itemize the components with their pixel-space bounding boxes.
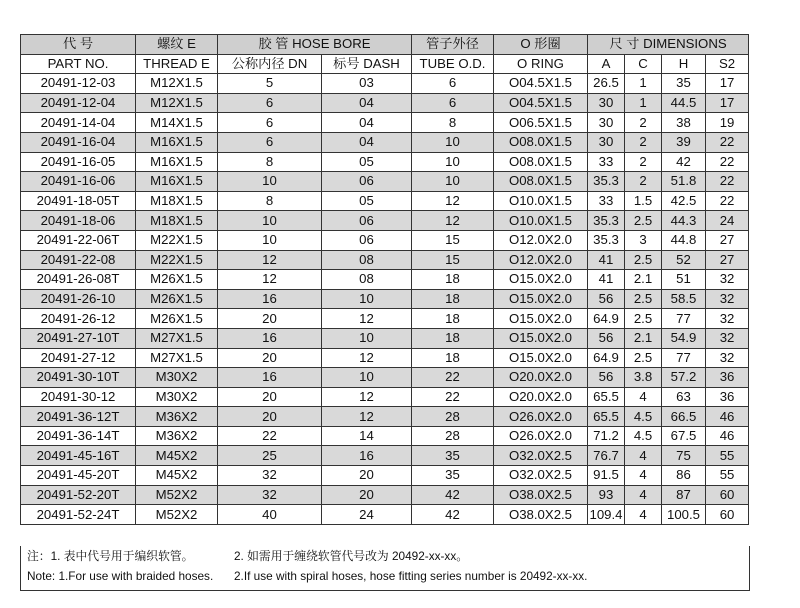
cell-tube-od: 12: [412, 191, 494, 211]
cell-dim-c: 2.1: [625, 328, 662, 348]
header-dim-c: C: [625, 54, 662, 74]
cell-thread: M12X1.5: [136, 74, 218, 94]
cell-dim-s2: 27: [706, 250, 749, 270]
cell-thread: M22X1.5: [136, 230, 218, 250]
cell-dim-h: 44.5: [662, 93, 706, 113]
cell-o-ring: O26.0X2.0: [494, 407, 588, 427]
cell-o-ring: O08.0X1.5: [494, 172, 588, 192]
cell-part-no: 20491-12-04: [21, 93, 136, 113]
cell-part-no: 20491-26-12: [21, 309, 136, 329]
cell-o-ring: O08.0X1.5: [494, 152, 588, 172]
cell-tube-od: 18: [412, 309, 494, 329]
cell-tube-od: 22: [412, 387, 494, 407]
cell-dim-s2: 17: [706, 74, 749, 94]
cell-dim-s2: 36: [706, 387, 749, 407]
cell-dim-c: 4: [625, 466, 662, 486]
table-row: [21, 230, 749, 250]
cell-dim-s2: 22: [706, 152, 749, 172]
notes-box: [20, 546, 750, 591]
cell-tube-od: 28: [412, 426, 494, 446]
cell-tube-od: 42: [412, 485, 494, 505]
cell-dn: 20: [218, 387, 322, 407]
spec-table-container: [20, 34, 748, 525]
header-hose-bore: 胶 管 HOSE BORE: [218, 35, 412, 55]
cell-part-no: 20491-52-24T: [21, 505, 136, 525]
cell-dim-c: 4: [625, 446, 662, 466]
table-row: [21, 348, 749, 368]
cell-dim-c: 1: [625, 74, 662, 94]
table-row: [21, 250, 749, 270]
cell-thread: M52X2: [136, 505, 218, 525]
cell-dim-a: 93: [588, 485, 625, 505]
cell-tube-od: 28: [412, 407, 494, 427]
note-line-cn: [21, 546, 749, 566]
cell-dim-h: 86: [662, 466, 706, 486]
cell-part-no: 20491-16-05: [21, 152, 136, 172]
cell-thread: M18X1.5: [136, 211, 218, 231]
cell-dash: 04: [322, 93, 412, 113]
header-thread: 螺纹 E: [136, 35, 218, 55]
cell-dim-c: 2.5: [625, 348, 662, 368]
cell-dim-h: 39: [662, 132, 706, 152]
cell-dash: 08: [322, 250, 412, 270]
cell-o-ring: O15.0X2.0: [494, 270, 588, 290]
cell-part-no: 20491-30-10T: [21, 368, 136, 388]
cell-dn: 6: [218, 113, 322, 133]
cell-dim-a: 41: [588, 250, 625, 270]
cell-dim-c: 1.5: [625, 191, 662, 211]
cell-thread: M26X1.5: [136, 309, 218, 329]
cell-dn: 20: [218, 407, 322, 427]
cell-dn: 40: [218, 505, 322, 525]
cell-dn: 6: [218, 132, 322, 152]
cell-dim-a: 30: [588, 113, 625, 133]
cell-dim-s2: 32: [706, 270, 749, 290]
cell-part-no: 20491-26-10: [21, 289, 136, 309]
cell-dim-a: 35.3: [588, 172, 625, 192]
cell-thread: M26X1.5: [136, 289, 218, 309]
cell-part-no: 20491-45-16T: [21, 446, 136, 466]
cell-dim-c: 2.5: [625, 211, 662, 231]
cell-dim-h: 44.3: [662, 211, 706, 231]
header-dash: 标号 DASH: [322, 54, 412, 74]
cell-o-ring: O15.0X2.0: [494, 348, 588, 368]
cell-dash: 16: [322, 446, 412, 466]
cell-dim-a: 76.7: [588, 446, 625, 466]
cell-o-ring: O32.0X2.5: [494, 446, 588, 466]
cell-dim-h: 87: [662, 485, 706, 505]
cell-part-no: 20491-26-08T: [21, 270, 136, 290]
cell-dim-h: 58.5: [662, 289, 706, 309]
cell-dim-a: 41: [588, 270, 625, 290]
table-row: [21, 172, 749, 192]
cell-dn: 5: [218, 74, 322, 94]
cell-dn: 10: [218, 172, 322, 192]
cell-dim-h: 42.5: [662, 191, 706, 211]
cell-thread: M36X2: [136, 426, 218, 446]
cell-o-ring: O04.5X1.5: [494, 93, 588, 113]
cell-dim-a: 30: [588, 93, 625, 113]
cell-dim-a: 30: [588, 132, 625, 152]
cell-dim-s2: 60: [706, 485, 749, 505]
cell-dim-c: 2: [625, 172, 662, 192]
cell-tube-od: 10: [412, 152, 494, 172]
cell-tube-od: 15: [412, 230, 494, 250]
cell-dim-a: 33: [588, 191, 625, 211]
cell-dn: 20: [218, 348, 322, 368]
cell-part-no: 20491-14-04: [21, 113, 136, 133]
cell-dim-h: 51.8: [662, 172, 706, 192]
cell-part-no: 20491-12-03: [21, 74, 136, 94]
header-row-2: [21, 54, 749, 74]
cell-o-ring: O20.0X2.0: [494, 368, 588, 388]
cell-o-ring: O10.0X1.5: [494, 211, 588, 231]
cell-dim-s2: 32: [706, 309, 749, 329]
header-part-no: PART NO.: [21, 54, 136, 74]
cell-o-ring: O26.0X2.0: [494, 426, 588, 446]
cell-dim-s2: 36: [706, 368, 749, 388]
cell-dim-c: 1: [625, 93, 662, 113]
header-part-code: 代 号: [21, 35, 136, 55]
cell-dim-s2: 32: [706, 289, 749, 309]
cell-dim-c: 2.5: [625, 250, 662, 270]
cell-o-ring: O08.0X1.5: [494, 132, 588, 152]
cell-part-no: 20491-18-06: [21, 211, 136, 231]
cell-dn: 16: [218, 368, 322, 388]
cell-dim-s2: 32: [706, 348, 749, 368]
table-row: [21, 466, 749, 486]
cell-dash: 06: [322, 172, 412, 192]
cell-dash: 05: [322, 191, 412, 211]
cell-dim-h: 51: [662, 270, 706, 290]
cell-dim-h: 75: [662, 446, 706, 466]
cell-part-no: 20491-36-14T: [21, 426, 136, 446]
cell-thread: M27X1.5: [136, 328, 218, 348]
cell-o-ring: O32.0X2.5: [494, 466, 588, 486]
cell-tube-od: 18: [412, 348, 494, 368]
cell-dim-h: 66.5: [662, 407, 706, 427]
table-row: [21, 74, 749, 94]
cell-dim-a: 91.5: [588, 466, 625, 486]
cell-part-no: 20491-52-20T: [21, 485, 136, 505]
cell-dim-s2: 46: [706, 426, 749, 446]
note-en-2: 2.If use with spiral hoses, hose fitting series number is 20492-xx-xx.: [234, 569, 588, 583]
cell-dn: 10: [218, 211, 322, 231]
cell-dim-h: 52: [662, 250, 706, 270]
cell-o-ring: O38.0X2.5: [494, 505, 588, 525]
cell-dim-c: 4: [625, 505, 662, 525]
cell-dn: 32: [218, 466, 322, 486]
cell-thread: M36X2: [136, 407, 218, 427]
cell-dim-c: 3: [625, 230, 662, 250]
cell-part-no: 20491-27-10T: [21, 328, 136, 348]
cell-thread: M30X2: [136, 387, 218, 407]
cell-o-ring: O12.0X2.0: [494, 230, 588, 250]
cell-dim-h: 77: [662, 309, 706, 329]
cell-part-no: 20491-22-06T: [21, 230, 136, 250]
cell-dim-s2: 55: [706, 466, 749, 486]
cell-dim-s2: 19: [706, 113, 749, 133]
cell-dim-s2: 32: [706, 328, 749, 348]
cell-dim-h: 57.2: [662, 368, 706, 388]
cell-part-no: 20491-45-20T: [21, 466, 136, 486]
table-row: [21, 289, 749, 309]
cell-o-ring: O06.5X1.5: [494, 113, 588, 133]
header-dn: 公称内径 DN: [218, 54, 322, 74]
header-dim-s2: S2: [706, 54, 749, 74]
cell-dn: 32: [218, 485, 322, 505]
header-dim-a: A: [588, 54, 625, 74]
cell-part-no: 20491-36-12T: [21, 407, 136, 427]
cell-thread: M14X1.5: [136, 113, 218, 133]
cell-dim-c: 3.8: [625, 368, 662, 388]
cell-dim-c: 4: [625, 485, 662, 505]
cell-dim-a: 56: [588, 289, 625, 309]
cell-dim-h: 42: [662, 152, 706, 172]
cell-dim-a: 64.9: [588, 348, 625, 368]
table-row: [21, 270, 749, 290]
header-thread-e: THREAD E: [136, 54, 218, 74]
cell-dim-h: 44.8: [662, 230, 706, 250]
cell-dn: 6: [218, 93, 322, 113]
cell-dn: 20: [218, 309, 322, 329]
cell-dash: 10: [322, 289, 412, 309]
cell-dim-a: 35.3: [588, 230, 625, 250]
cell-dn: 8: [218, 191, 322, 211]
header-dimensions: 尺 寸 DIMENSIONS: [588, 35, 749, 55]
header-tube-od-cn: 管子外径: [412, 35, 494, 55]
table-row: [21, 505, 749, 525]
cell-dim-c: 4.5: [625, 426, 662, 446]
cell-dn: 25: [218, 446, 322, 466]
table-row: [21, 191, 749, 211]
table-row: [21, 426, 749, 446]
cell-dim-a: 65.5: [588, 407, 625, 427]
table-row: [21, 113, 749, 133]
cell-dash: 20: [322, 466, 412, 486]
cell-dn: 12: [218, 250, 322, 270]
header-row-1: [21, 35, 749, 55]
cell-dim-a: 26.5: [588, 74, 625, 94]
cell-part-no: 20491-16-06: [21, 172, 136, 192]
cell-tube-od: 10: [412, 172, 494, 192]
header-tube-od: TUBE O.D.: [412, 54, 494, 74]
cell-dash: 12: [322, 309, 412, 329]
cell-tube-od: 6: [412, 93, 494, 113]
cell-part-no: 20491-18-05T: [21, 191, 136, 211]
cell-dim-a: 71.2: [588, 426, 625, 446]
cell-thread: M16X1.5: [136, 152, 218, 172]
cell-thread: M27X1.5: [136, 348, 218, 368]
cell-dash: 10: [322, 328, 412, 348]
cell-thread: M18X1.5: [136, 191, 218, 211]
cell-o-ring: O20.0X2.0: [494, 387, 588, 407]
cell-dn: 22: [218, 426, 322, 446]
cell-dim-a: 33: [588, 152, 625, 172]
cell-dash: 20: [322, 485, 412, 505]
cell-dim-s2: 55: [706, 446, 749, 466]
cell-dim-h: 54.9: [662, 328, 706, 348]
cell-o-ring: O04.5X1.5: [494, 74, 588, 94]
cell-dash: 04: [322, 132, 412, 152]
cell-o-ring: O10.0X1.5: [494, 191, 588, 211]
cell-dim-c: 2.5: [625, 289, 662, 309]
cell-dim-s2: 22: [706, 191, 749, 211]
cell-dn: 10: [218, 230, 322, 250]
cell-dash: 06: [322, 230, 412, 250]
cell-dash: 12: [322, 407, 412, 427]
cell-dim-c: 4.5: [625, 407, 662, 427]
cell-dim-a: 56: [588, 368, 625, 388]
table-row: [21, 152, 749, 172]
note-en-1: Note: 1.For use with braided hoses.: [27, 569, 214, 583]
cell-tube-od: 18: [412, 270, 494, 290]
cell-tube-od: 10: [412, 132, 494, 152]
table-row: [21, 368, 749, 388]
cell-tube-od: 42: [412, 505, 494, 525]
cell-part-no: 20491-30-12: [21, 387, 136, 407]
cell-dim-s2: 27: [706, 230, 749, 250]
table-row: [21, 407, 749, 427]
cell-dash: 08: [322, 270, 412, 290]
cell-dim-c: 2: [625, 132, 662, 152]
cell-tube-od: 12: [412, 211, 494, 231]
cell-dim-h: 38: [662, 113, 706, 133]
cell-part-no: 20491-16-04: [21, 132, 136, 152]
header-o-ring-cn: O 形圈: [494, 35, 588, 55]
cell-o-ring: O15.0X2.0: [494, 309, 588, 329]
cell-dash: 14: [322, 426, 412, 446]
cell-tube-od: 35: [412, 466, 494, 486]
cell-thread: M12X1.5: [136, 93, 218, 113]
cell-dim-s2: 22: [706, 132, 749, 152]
cell-part-no: 20491-22-08: [21, 250, 136, 270]
cell-dim-h: 77: [662, 348, 706, 368]
table-row: [21, 211, 749, 231]
cell-dash: 10: [322, 368, 412, 388]
header-dim-h: H: [662, 54, 706, 74]
cell-dim-h: 35: [662, 74, 706, 94]
cell-tube-od: 6: [412, 74, 494, 94]
cell-thread: M16X1.5: [136, 132, 218, 152]
cell-dim-h: 67.5: [662, 426, 706, 446]
note-cn-1: 注：1. 表中代号用于编织软管。: [27, 549, 194, 563]
header-o-ring: O RING: [494, 54, 588, 74]
spec-table: [20, 34, 749, 525]
cell-dash: 04: [322, 113, 412, 133]
cell-part-no: 20491-27-12: [21, 348, 136, 368]
cell-tube-od: 18: [412, 289, 494, 309]
spec-table-body: [21, 74, 749, 525]
cell-dash: 12: [322, 387, 412, 407]
cell-dim-s2: 22: [706, 172, 749, 192]
cell-thread: M45X2: [136, 446, 218, 466]
cell-dim-c: 2: [625, 152, 662, 172]
cell-tube-od: 15: [412, 250, 494, 270]
cell-dn: 16: [218, 289, 322, 309]
cell-dash: 12: [322, 348, 412, 368]
cell-dim-s2: 60: [706, 505, 749, 525]
cell-dim-h: 63: [662, 387, 706, 407]
cell-dim-c: 2.1: [625, 270, 662, 290]
table-row: [21, 387, 749, 407]
cell-o-ring: O15.0X2.0: [494, 289, 588, 309]
cell-tube-od: 22: [412, 368, 494, 388]
cell-dash: 24: [322, 505, 412, 525]
cell-thread: M22X1.5: [136, 250, 218, 270]
cell-dash: 05: [322, 152, 412, 172]
cell-dim-s2: 46: [706, 407, 749, 427]
cell-tube-od: 18: [412, 328, 494, 348]
cell-dim-h: 100.5: [662, 505, 706, 525]
cell-thread: M30X2: [136, 368, 218, 388]
cell-tube-od: 35: [412, 446, 494, 466]
table-row: [21, 328, 749, 348]
note-line-en: [21, 566, 749, 586]
note-cn-2: 2. 如需用于缠绕软管代号改为 20492-xx-xx。: [234, 549, 469, 563]
cell-thread: M52X2: [136, 485, 218, 505]
cell-dim-a: 65.5: [588, 387, 625, 407]
table-row: [21, 93, 749, 113]
cell-thread: M45X2: [136, 466, 218, 486]
cell-thread: M16X1.5: [136, 172, 218, 192]
table-row: [21, 485, 749, 505]
table-row: [21, 309, 749, 329]
cell-o-ring: O15.0X2.0: [494, 328, 588, 348]
cell-thread: M26X1.5: [136, 270, 218, 290]
table-row: [21, 132, 749, 152]
cell-dim-a: 56: [588, 328, 625, 348]
cell-dim-s2: 17: [706, 93, 749, 113]
cell-dn: 16: [218, 328, 322, 348]
cell-dash: 06: [322, 211, 412, 231]
cell-dash: 03: [322, 74, 412, 94]
cell-dim-a: 64.9: [588, 309, 625, 329]
cell-dim-a: 35.3: [588, 211, 625, 231]
cell-dn: 12: [218, 270, 322, 290]
table-row: [21, 446, 749, 466]
cell-dim-c: 2: [625, 113, 662, 133]
cell-dim-c: 2.5: [625, 309, 662, 329]
cell-dim-s2: 24: [706, 211, 749, 231]
cell-tube-od: 8: [412, 113, 494, 133]
cell-dim-c: 4: [625, 387, 662, 407]
cell-dn: 8: [218, 152, 322, 172]
cell-dim-a: 109.4: [588, 505, 625, 525]
cell-o-ring: O12.0X2.0: [494, 250, 588, 270]
cell-o-ring: O38.0X2.5: [494, 485, 588, 505]
